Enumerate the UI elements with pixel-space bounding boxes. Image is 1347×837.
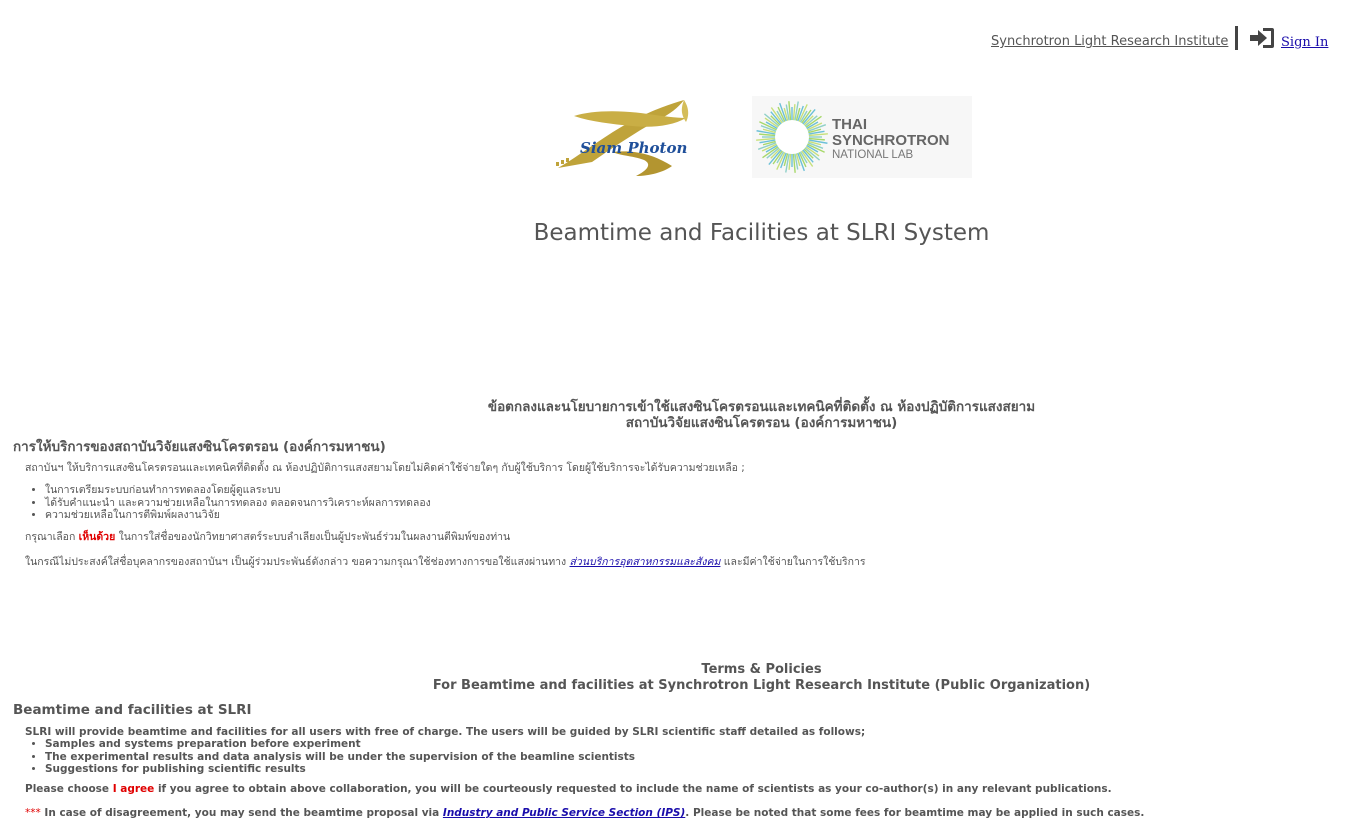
thai-intro: สถาบันฯ ให้บริการแสงซินโครตรอนและเทคนิคที่ติดตั้ง ณ ห้องปฏิบัติการแสงสยามโดยไม่คิดค่าใช้จ่ายใดๆ กับผู้ใช้บริการ โดยผู้ใช้บริการจะได้รับความช่วยเหลือ ; <box>25 462 745 474</box>
tsnl-line2: SYNCHROTRON <box>832 132 950 149</box>
list-item: • Samples and systems preparation before experiment <box>45 738 635 751</box>
siam-photon-logo <box>552 96 694 180</box>
thai-ips-link[interactable]: ส่วนบริการอุตสาหกรรมและสังคม <box>569 556 721 568</box>
list-item: • The experimental results and data analysis will be under the supervision of the beamline scientists <box>45 751 635 764</box>
thai-agree-line <box>25 528 510 545</box>
en-bullet-list <box>30 738 635 776</box>
tsnl-line1: THAI <box>832 116 867 133</box>
en-agree-suffix: if you agree to obtain above collaboration, you will be courteously requested to include the name of scientists as your co-author(s) in any relevant publications. <box>157 783 1112 795</box>
en-intro: SLRI will provide beamtime and facilities for all users with free of charge. The users will be guided by SLRI scientific staff detailed as follows; <box>25 726 866 738</box>
thai-agree-suffix: ในการใส่ชื่อของนักวิทยาศาสตร์ระบบลำเลียงเป็นผู้ประพันธ์ร่วมในผลงานตีพิมพ์ของท่าน <box>118 531 511 543</box>
list-item: • ได้รับคำแนะนำ และความช่วยเหลือในการทดลอง ตลอดจนการวิเคราะห์ผลการทดลอง <box>45 497 431 510</box>
tsnl-line3: NATIONAL LAB <box>832 149 914 161</box>
sign-in-icon[interactable] <box>1249 26 1275 50</box>
en-heading-line1: Terms & Policies <box>701 662 822 677</box>
thai-disagree-line <box>25 553 866 570</box>
thai-heading-line1: ข้อตกลงและนโยบายการเข้าใช้แสงซินโครตรอนและเทคนิคที่ติดตั้ง ณ ห้องปฏิบัติการแสงสยาม <box>487 399 1036 415</box>
thai-section-title: การให้บริการของสถาบันวิจัยแสงซินโครตรอน (องค์การมหาชน) <box>13 439 386 455</box>
en-agree-prefix: Please choose <box>25 783 110 795</box>
siam-photon-text: Siam Photon <box>580 139 688 157</box>
page-title: Beamtime and Facilities at SLRI System <box>533 220 990 246</box>
thai-agree-prefix: กรุณาเลือก <box>25 531 76 543</box>
thai-synchrotron-logo <box>752 96 972 178</box>
header-divider <box>1235 26 1238 50</box>
sign-in-link[interactable]: Sign In <box>1281 35 1329 50</box>
en-agree-line <box>25 783 1112 795</box>
list-item: • Suggestions for publishing scientific results <box>45 763 635 776</box>
en-agree-word: I agree <box>112 783 155 795</box>
en-disagree-line <box>25 807 1144 819</box>
list-item: • ในการเตรียมระบบก่อนทำการทดลองโดยผู้ดูแลระบบ <box>45 484 431 497</box>
thai-agree-word: เห็นด้วย <box>78 531 116 543</box>
en-disagree-prefix: In case of disagreement, you may send the beamtime proposal via <box>44 807 440 819</box>
thai-disagree-suffix: และมีค่าใช้จ่ายในการใช้บริการ <box>723 556 866 568</box>
en-disagree-stars: *** <box>25 807 41 819</box>
institute-link[interactable]: Synchrotron Light Research Institute <box>991 34 1229 49</box>
en-heading-line2: For Beamtime and facilities at Synchrotron Light Research Institute (Public Organization) <box>432 678 1091 693</box>
thai-heading-line2: สถาบันวิจัยแสงซินโครตรอน (องค์การมหาชน) <box>625 415 898 431</box>
en-ips-link[interactable]: Industry and Public Service Section (IPS) <box>442 807 686 819</box>
en-disagree-suffix: . Please be noted that some fees for beamtime may be applied in such cases. <box>685 807 1145 819</box>
thai-bullet-list <box>30 484 431 522</box>
list-item: • ความช่วยเหลือในการตีพิมพ์ผลงานวิจัย <box>45 509 431 522</box>
en-section-title: Beamtime and facilities at SLRI <box>13 702 252 718</box>
thai-disagree-prefix: ในกรณีไม่ประสงค์ใส่ชื่อบุคลากรของสถาบันฯ เป็นผู้ร่วมประพันธ์ดังกล่าว ขอความกรุณาใช้ช่องทางการขอใช้แสงผ่านทาง <box>25 556 567 568</box>
